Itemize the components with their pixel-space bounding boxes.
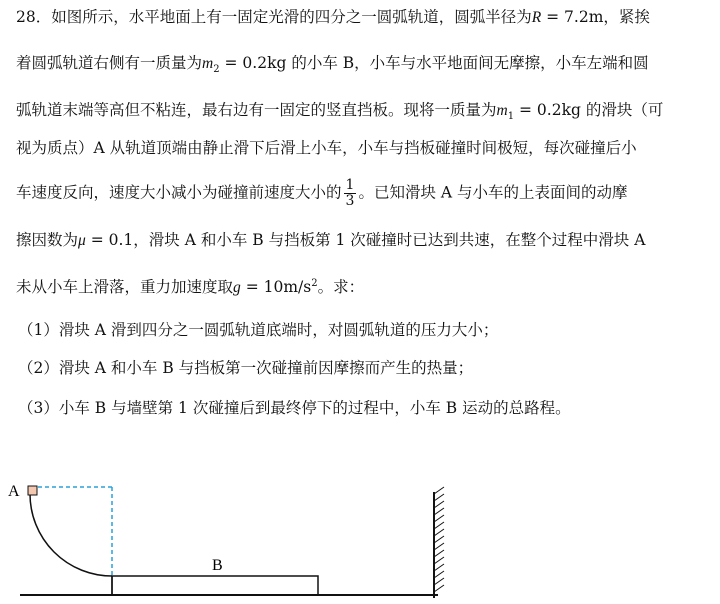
physics-diagram	[0, 470, 720, 604]
hatch-line	[434, 543, 444, 550]
hatch-line	[434, 578, 444, 585]
problem-line-3: 弧轨道末端等高但不粘连，最右边有一固定的竖直挡板。现将一质量为$m_1 = 0.2kg$ 的滑块（可	[16, 101, 664, 123]
hatch-line	[434, 585, 444, 592]
question-1: （1）滑块 A 滑到四分之一圆弧轨道底端时，对圆弧轨道的压力大小；	[18, 321, 499, 339]
hatch-line	[434, 550, 444, 557]
fraction-one-third: $\frac{1}{3}$	[345, 177, 355, 209]
hatch-line	[434, 529, 444, 536]
problem-number: 28．	[16, 8, 52, 26]
hatch-line	[434, 536, 444, 543]
hatch-line	[434, 494, 444, 501]
hatch-line	[434, 571, 444, 578]
hatch-line	[434, 508, 444, 515]
question-3: （3）小车 B 与墙壁第 1 次碰撞后到最终停下的过程中，小车 B 运动的总路程。	[18, 399, 571, 417]
hatch-line	[434, 515, 444, 522]
hatch-line	[434, 564, 444, 571]
arc-track	[30, 494, 112, 576]
block-a	[28, 486, 37, 495]
problem-line-4: 视为质点）A 从轨道顶端由静止滑下后滑上小车，小车与挡板碰撞时间极短，每次碰撞后小	[16, 139, 637, 157]
problem-line-1: 28．如图所示，水平地面上有一固定光滑的四分之一圆弧轨道，圆弧半径为R = 7.2m，紧挨	[16, 8, 650, 26]
problem-line-7: 未从小车上滑落，重力加速度取$g = 10m/s^2$。求：	[16, 278, 365, 297]
label-b: B	[212, 557, 223, 574]
hatch-line	[434, 501, 444, 508]
wall-hatching	[434, 487, 444, 592]
cart-b	[112, 576, 318, 595]
problem-line-5: 车速度反向，速度大小减小为碰撞前速度大小的 $\frac{1}{3}$ 。已知滑块 A 与小车的上表面间的动摩	[16, 177, 628, 209]
hatch-line	[434, 487, 444, 494]
label-a: A	[8, 483, 20, 500]
hatch-line	[434, 522, 444, 529]
question-2: （2）滑块 A 和小车 B 与挡板第一次碰撞前因摩擦而产生的热量；	[18, 359, 474, 377]
problem-line-2: 着圆弧轨道右侧有一质量为$m_2 = 0.2kg$ 的小车 B，小车与水平地面间无摩擦，小车左端和圆	[16, 54, 649, 76]
problem-line-6: 擦因数为μ = 0.1，滑块 A 和小车 B 与挡板第 1 次碰撞时已达到共速，在整个过程中滑块 A	[16, 231, 646, 249]
hatch-line	[434, 557, 444, 564]
